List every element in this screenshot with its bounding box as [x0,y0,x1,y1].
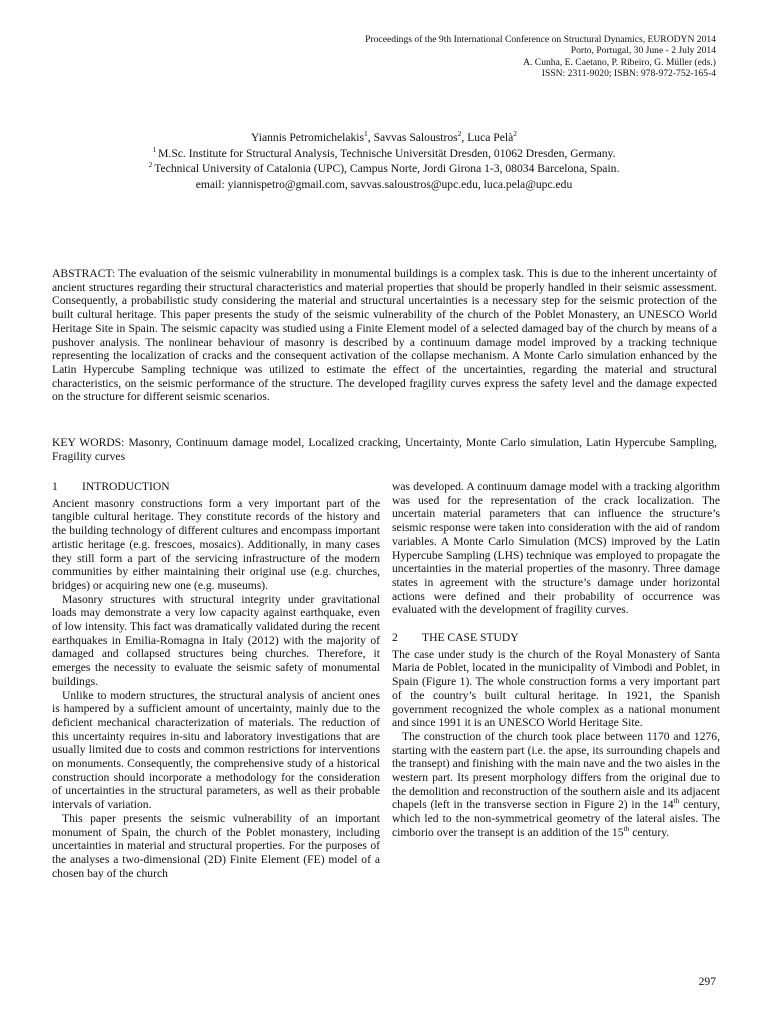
header-editors: A. Cunha, E. Caetano, P. Ribeiro, G. Müller (eds.) [523,56,716,68]
ordinal-sup: th [673,796,680,806]
header-isbn: ISSN: 2311-9020; ISBN: 978-972-752-165-4 [541,68,716,80]
author-name: Luca Pelà [467,131,514,144]
section-title: THE CASE STUDY [422,631,519,645]
paragraph: Masonry structures with structural integrity under gravitational loads may demonstrate a very low capacity against earthquake, even of low intensity. This fact was dramatically validated during the recent earthquakes in Emilia-Romagna in Italy (2012) with the majority of damaged and collapsed structures being churches. Therefore, it emerges the necessity to evaluate the seismic safety of monumental buildings. [52,592,380,688]
section-heading-introduction [52,480,380,494]
right-column [392,480,720,840]
affil-text: M.Sc. Institute for Structural Analysis, Technische Universität Dresden, 01062 Dresden, Germany. [158,146,616,160]
header-conference: Proceedings of the 9th International Conference on Structural Dynamics, EURODYN 2014 [365,34,716,45]
author-affil-sup: 2 [513,129,517,139]
section-heading-case-study [392,631,720,645]
author-name: Savvas Saloustros [373,131,458,144]
proceedings-header [365,34,716,80]
author-affil-sup: 2 [457,129,462,139]
abstract: ABSTRACT: The evaluation of the seismic vulnerability in monumental buildings is a complex task. This is due to the inherent uncertainty of ancient structures regarding their structural characteristics and material properties that should be properly handled in their seismic assessment. Consequently, a probabilistic study considering the material and structural uncertainties is a necessary step for the seismic protection of the built cultural heritage. This paper presents the study of the seismic vulnerability of the church of the Poblet Monastery, an UNESCO World Heritage Site in Spain. The seismic capacity was studied using a Finite Element model of a selected damaged bay of the church by means of a pushover analysis. The nonlinear behaviour of masonry is described by a continuum damage model improved by a tracking technique representing the localization of cracks and the consequent activation of the collapse mechanism. A Monte Carlo simulation enhanced by the Latin Hypercube Sampling technique was utilized to estimate the effect of the uncertainties, regarding the material and structural characteristics, on the seismic performance of the structure. The developed fragility curves express the safety level and the damage expected on the structure for different seismic scenarios. [52,267,717,404]
paragraph: was developed. A continuum damage model with a tracking algorithm was used for the representation of the crack localization. The uncertain material parameters that can influence the structure’s seismic response were taken into consideration with the aid of random variables. A Monte Carlo Simulation (MCS) improved by the Latin Hypercube Sampling (LHS) technique was employed to propagate the uncertainties in the material properties of the masonry. Three damage states in agreement with the structure’s damage under horizontal actions were defined and their probability of occurrence was evaluated with the development of fragility curves. [392,480,720,617]
paragraph [392,730,720,840]
affil-sup: 2 [148,160,155,170]
paragraph-text: century, which led to the non-symmetrical geometry of the lateral aisles. The cimborio over the transept is an addition of the 15 [392,798,721,839]
author-separator: , [461,131,468,144]
affil-sup: 1 [152,144,159,154]
paragraph-text: century. [629,825,670,839]
author-block [0,130,768,192]
author-name: Yiannis Petromichelakis [251,131,365,144]
author-separator: , [367,131,374,144]
affil-text: Technical University of Catalonia (UPC), Campus Norte, Jordi Girona 1-3, 08034 Barcelona, Spain. [154,162,620,176]
keywords: KEY WORDS: Masonry, Continuum damage model, Localized cracking, Uncertainty, Monte Carlo simulation, Latin Hypercube Sampling, Fragility curves [52,436,717,463]
author-names [0,130,768,146]
affiliation-1 [0,146,768,162]
author-emails: email: yiannispetro@gmail.com, savvas.saloustros@upc.edu, luca.pela@upc.edu [195,177,573,191]
header-location: Porto, Portugal, 30 June - 2 July 2014 [570,45,716,57]
paragraph: The case under study is the church of the Royal Monastery of Santa Maria de Poblet, located in the municipality of Vimbodi and Poblet, in Spain (Figure 1). The whole construction forms a very important part of the country’s built cultural heritage. In 1921, the Spanish government recognized the whole complex as a national monument and since 1991 it is an UNESCO World Heritage Site. [392,647,720,730]
paragraph-text: The construction of the church took place between 1170 and 1276, starting with the eastern part (i.e. the apse, its surrounding chapels and the transept) and finishing with the main nave and the two aisles in the western part. Its present morphology differs from the original due to the demolition and reconstruction of the southern aisle and its adjacent chapels (left in the transverse section in Figure 2) in the 14 [392,729,720,812]
affiliation-2 [0,161,768,177]
section-title: INTRODUCTION [82,480,170,493]
page-number: 297 [698,975,716,988]
left-column [52,480,380,880]
paragraph: This paper presents the seismic vulnerability of an important monument of Spain, the church of the Poblet monastery, including uncertainties in material and structural properties. For the purposes of the analyses a two-dimensional (2D) Finite Element (FE) model of a chosen bay of the church [52,811,380,880]
paragraph: Unlike to modern structures, the structural analysis of ancient ones is hampered by a sufficient amount of uncertainty, mainly due to the deficient mechanical characterization of materials. The reduction of this uncertainty requires in-situ and laboratory investigations that are usually limited due to costs and common restrictions for interventions on monuments. Consequently, the comprehensive study of a historical construction should incorporate a methodology for the consideration of uncertainties in the structural parameters, as well as their probable intervals of variation. [52,688,380,812]
paragraph: Ancient masonry constructions form a very important part of the tangible cultural heritage. They constitute records of the history and the building technology of different cultures and encompass important artistic heritage (e.g. frescoes, mosaics). Additionally, in many cases they still form a part of the servicing infrastructure of the modern communities by either maintaining their original use (e.g. churches, bridges) or acquiring new one (e.g. museums). [52,496,380,592]
section-number: 1 [52,480,58,493]
section-number: 2 [392,631,398,645]
ordinal-sup: th [623,824,630,834]
author-affil-sup: 1 [364,129,368,139]
